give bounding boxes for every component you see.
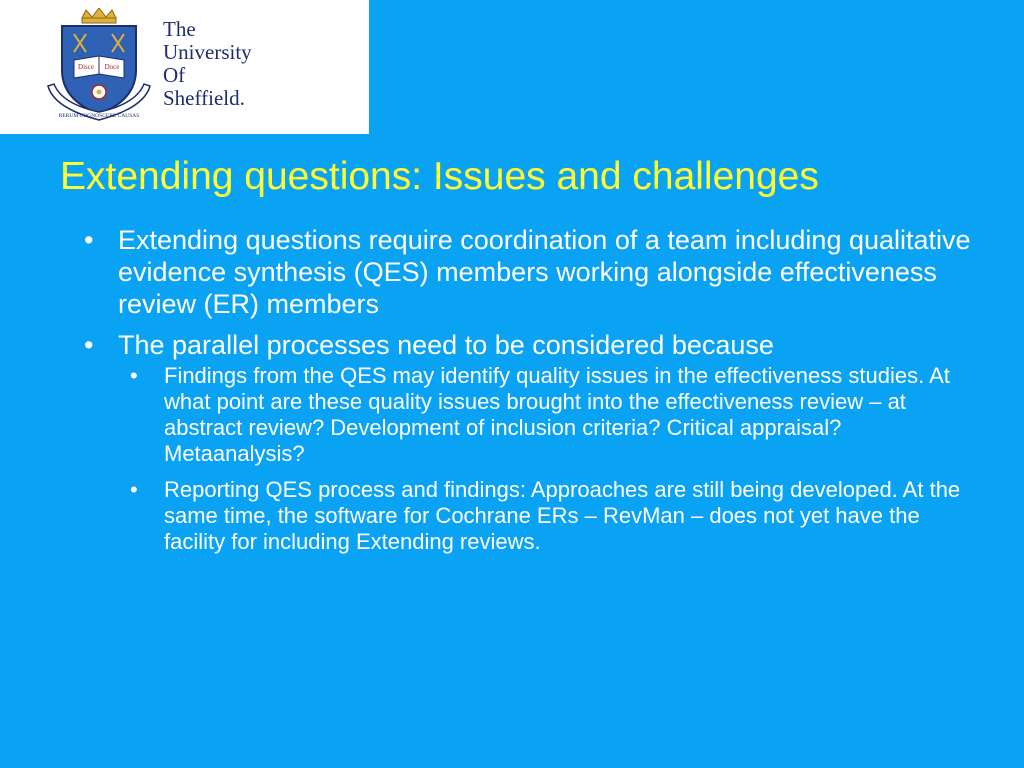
wordmark-line: Sheffield.	[163, 86, 245, 110]
svg-text:RERUM COGNOSCERE CAUSAS: RERUM COGNOSCERE CAUSAS	[58, 113, 140, 119]
bullet-item	[80, 224, 980, 320]
wordmark-line: The	[163, 17, 196, 41]
sub-bullet-list	[118, 363, 980, 555]
sub-bullet-text: Findings from the QES may identify quality issues in the effectiveness studies. At what point are these quality issues brought into the effectiveness review – at abstract review? Development of inclusion criteria? Critical appraisal? Metaanalysis?	[164, 363, 950, 466]
crown-icon	[82, 8, 116, 23]
university-logo	[0, 0, 369, 134]
university-wordmark	[163, 18, 252, 110]
bullet-dot-icon: •	[84, 330, 94, 360]
bullet-dot-icon: •	[130, 363, 138, 388]
bullet-dot-icon: •	[130, 477, 138, 502]
wordmark-line: University	[163, 40, 252, 64]
wordmark-line: Of	[163, 63, 186, 87]
bullet-item	[80, 329, 980, 555]
slide-title: Extending questions: Issues and challenges	[60, 155, 819, 198]
bullet-dot-icon: •	[84, 225, 94, 255]
bullet-list	[80, 224, 980, 565]
svg-text:Doce: Doce	[104, 63, 120, 71]
sub-bullet-text: Reporting QES process and findings: Approaches are still being developed. At the same time, the software for Cochrane ERs – RevMan – does not yet have the facility for including Extending reviews.	[164, 477, 961, 554]
university-crest-icon	[44, 8, 154, 126]
svg-text:Disce: Disce	[78, 63, 94, 71]
bullet-text: Extending questions require coordination of a team including qualitative evidence synthesis (QES) members working alongside effectiveness review (ER) members	[118, 225, 971, 319]
sub-bullet-item	[118, 477, 980, 555]
sub-bullet-item	[118, 363, 980, 467]
bullet-text: The parallel processes need to be considered because	[118, 330, 774, 360]
